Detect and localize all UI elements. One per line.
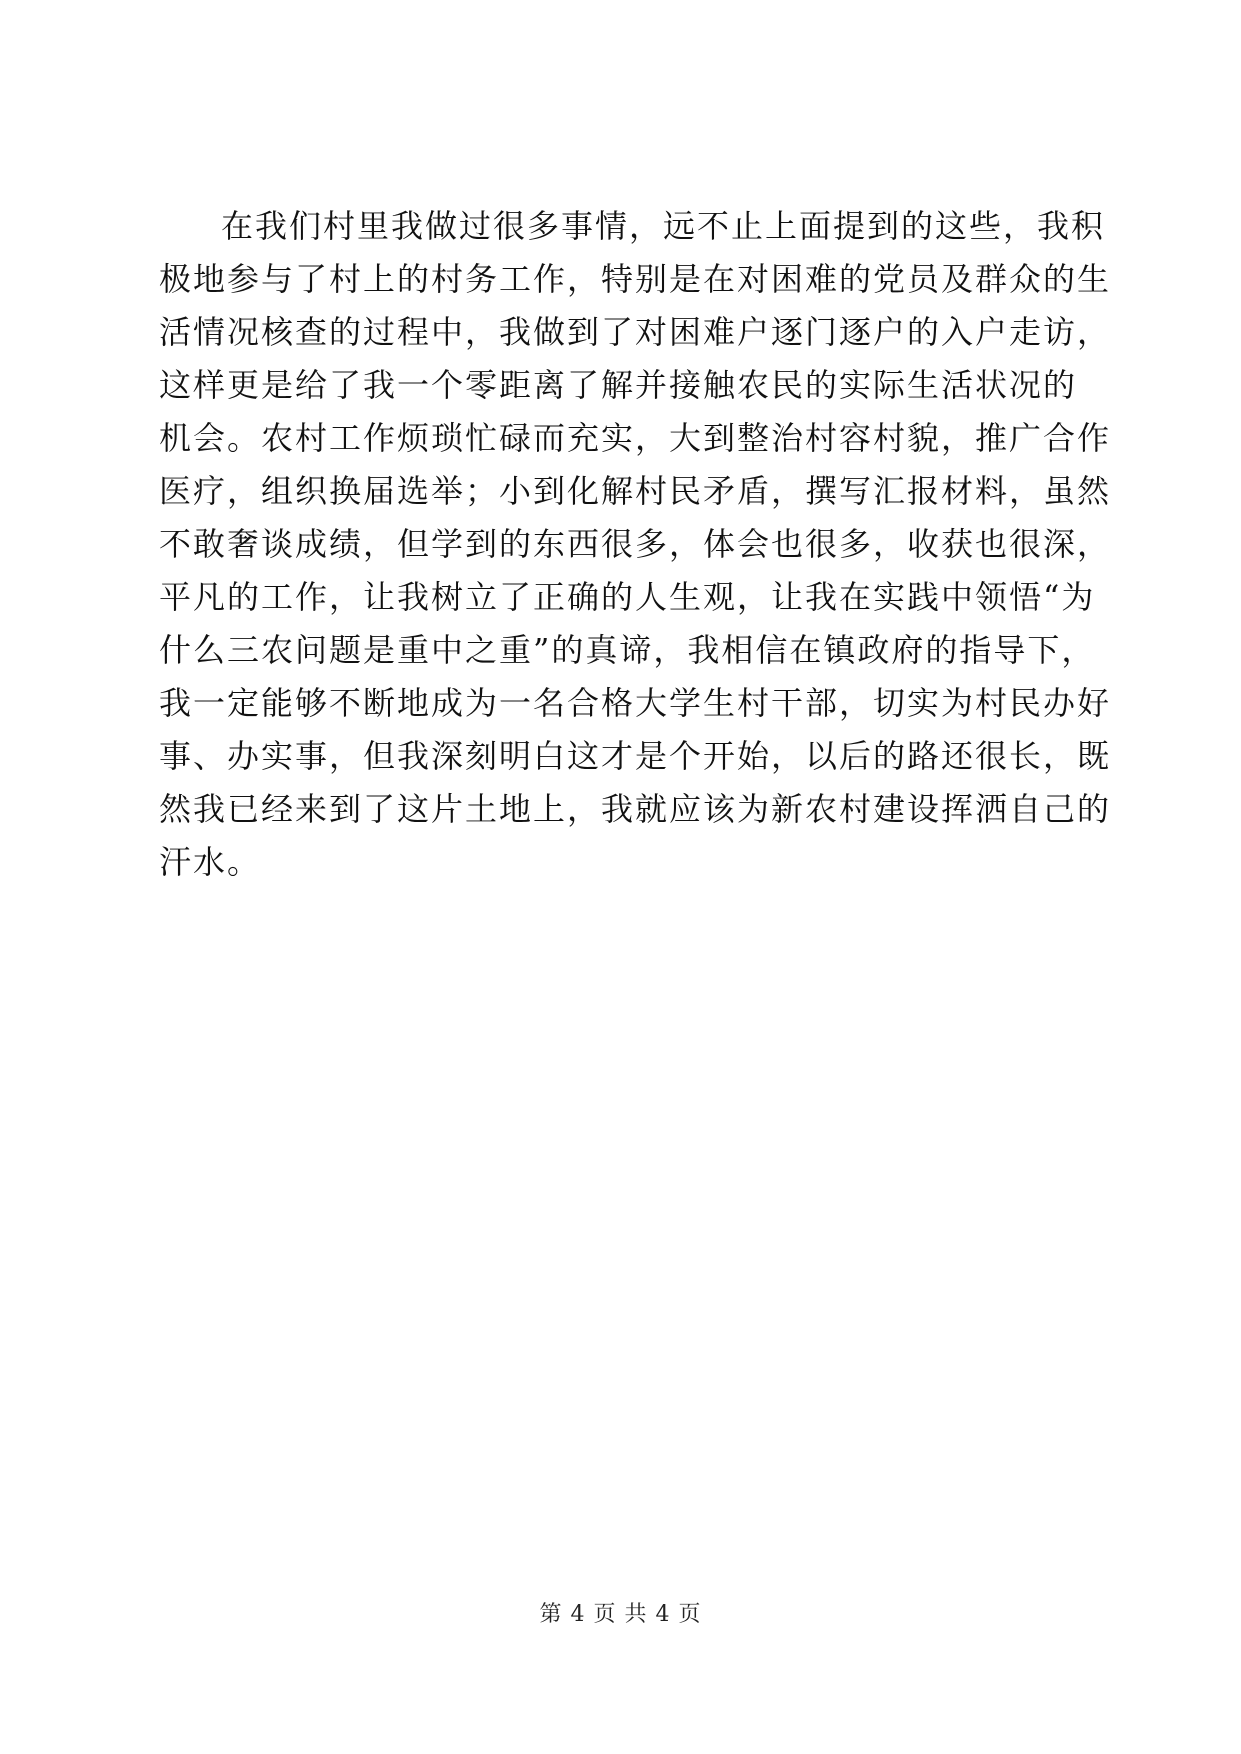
paragraph-line: 什么三农问题是重中之重”的真谛，我相信在镇政府的指导下， xyxy=(159,631,1096,669)
page-number-footer: 第 4 页 共 4 页 xyxy=(539,1602,702,1627)
paragraph-line: 机会。农村工作烦琐忙碌而充实，大到整治村容村貌，推广合作 xyxy=(159,419,1112,457)
paragraph-line: 我一定能够不断地成为一名合格大学生村干部，切实为村民办好 xyxy=(159,684,1112,722)
body-paragraph xyxy=(159,200,1112,889)
paragraph-line: 平凡的工作，让我树立了正确的人生观，让我在实践中领悟“为 xyxy=(159,578,1096,616)
paragraph-line: 不敢奢谈成绩，但学到的东西很多，体会也很多，收获也很深， xyxy=(159,525,1112,563)
paragraph-line: 活情况核查的过程中，我做到了对困难户逐门逐户的入户走访， xyxy=(159,313,1112,351)
paragraph-line: 汗水。 xyxy=(159,843,262,881)
paragraph-line: 极地参与了村上的村务工作，特别是在对困难的党员及群众的生 xyxy=(159,260,1112,298)
paragraph-line: 医疗，组织换届选举；小到化解村民矛盾，撰写汇报材料，虽然 xyxy=(159,472,1112,510)
paragraph-line: 这样更是给了我一个零距离了解并接触农民的实际生活状况的 xyxy=(159,366,1078,404)
paragraph-line: 事、办实事，但我深刻明白这才是个开始，以后的路还很长，既 xyxy=(159,737,1112,775)
paragraph-line: 在我们村里我做过很多事情，远不止上面提到的这些，我积 xyxy=(221,207,1106,245)
paragraph-line: 然我已经来到了这片土地上，我就应该为新农村建设挥洒自己的 xyxy=(159,790,1112,828)
